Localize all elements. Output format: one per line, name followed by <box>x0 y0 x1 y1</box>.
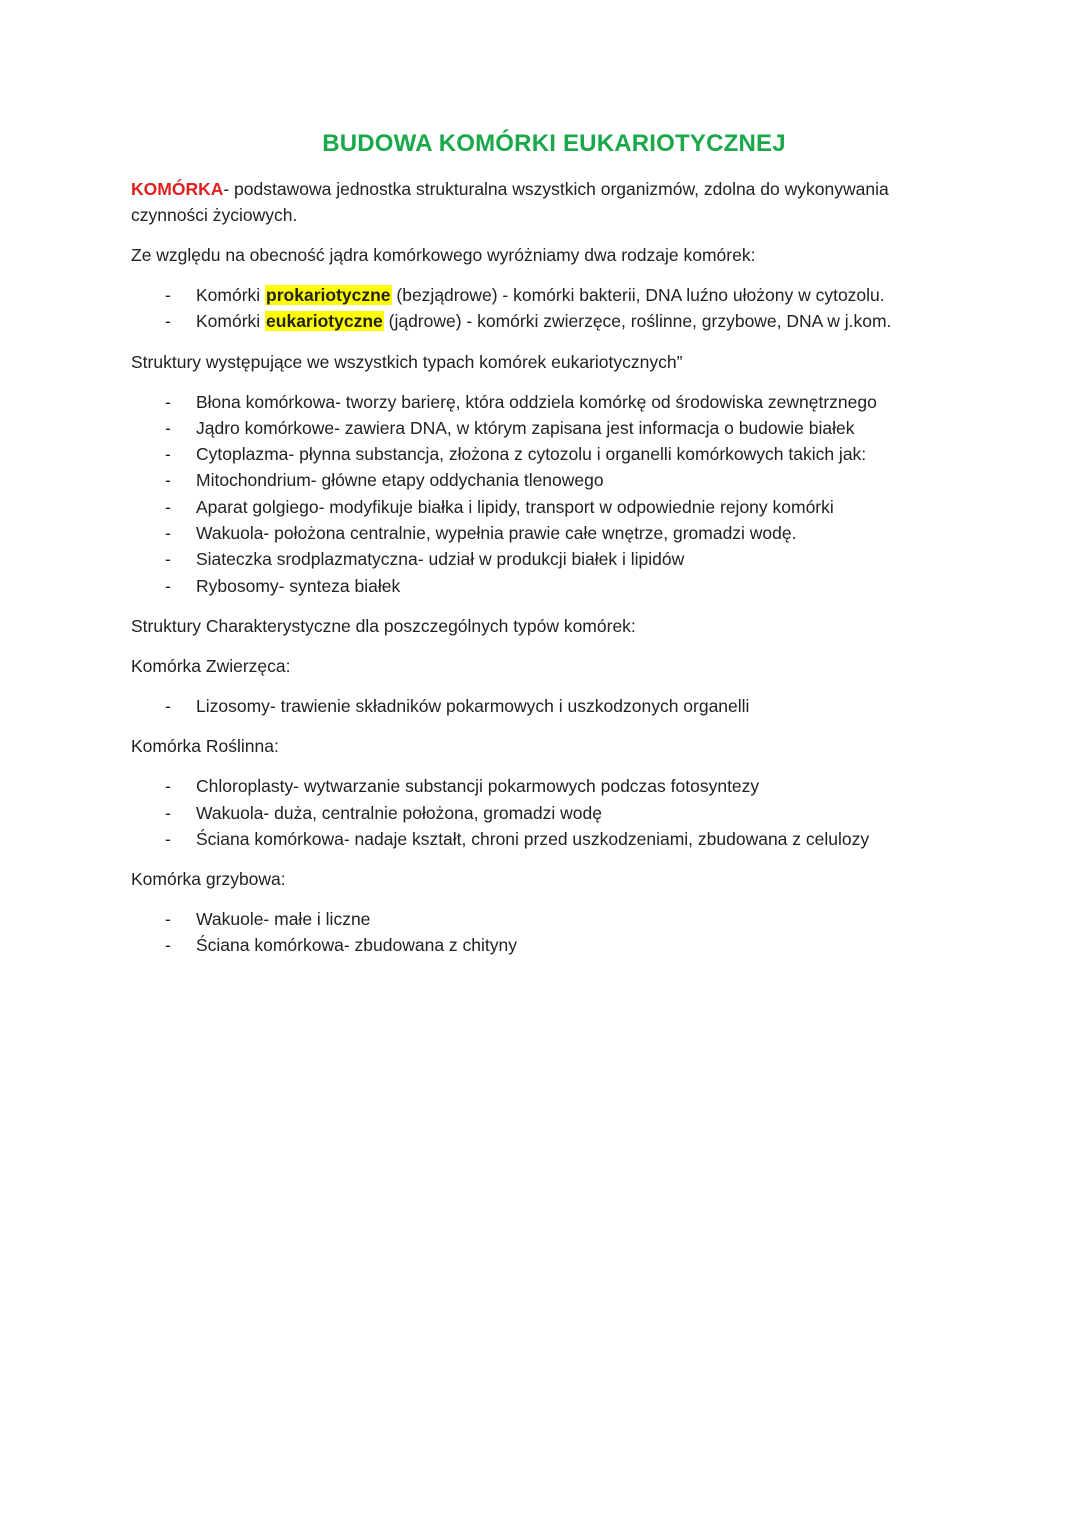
list-item <box>131 906 961 932</box>
document-content <box>131 130 961 959</box>
dash-marker: - <box>165 311 171 332</box>
cell-types-list <box>131 282 961 335</box>
intro-paragraph: Ze względu na obecność jądra komórkowego wyróżniamy dwa rodzaje komórek: <box>131 245 756 265</box>
item-text: (bezjądrowe) - komórki bakterii, DNA luźno ułożony w cytozolu. <box>391 285 885 305</box>
dash-marker: - <box>165 285 171 305</box>
common-structures-heading: Struktury występujące we wszystkich typach komórek eukariotycznych” <box>131 351 683 372</box>
list-item <box>131 693 961 719</box>
list-item <box>131 308 961 334</box>
dash-marker: - <box>165 935 171 956</box>
definition-paragraph <box>131 176 961 228</box>
item-text: Mitochondrium- główne etapy oddychania tlenowego <box>196 470 604 491</box>
dash-marker: - <box>165 802 171 823</box>
dash-marker: - <box>165 470 171 491</box>
page-title: BUDOWA KOMÓRKI EUKARIOTYCZNEJ <box>322 130 786 157</box>
dash-marker: - <box>165 391 171 412</box>
common-structures-list <box>131 389 961 599</box>
list-item <box>131 826 961 852</box>
list-item <box>131 773 961 799</box>
list-item <box>131 415 961 441</box>
list-item <box>131 932 961 958</box>
plant-cell-heading: Komórka Roślinna: <box>131 736 279 757</box>
list-item <box>131 520 961 546</box>
item-text: Aparat golgiego- modyfikuje białka i lipidy, transport w odpowiednie rejony komórki <box>196 496 834 517</box>
item-text: Wakuole- małe i liczne <box>196 909 371 930</box>
list-item <box>131 389 961 415</box>
fungal-cell-heading: Komórka grzybowa: <box>131 869 286 890</box>
specific-structures-heading: Struktury Charakterystyczne dla poszczególnych typów komórek: <box>131 615 636 636</box>
dash-marker: - <box>165 496 171 517</box>
dash-marker: - <box>165 776 171 797</box>
dash-marker: - <box>165 575 171 596</box>
animal-cell-heading: Komórka Zwierzęca: <box>131 655 291 676</box>
item-text: Rybosomy- synteza białek <box>196 575 401 596</box>
dash-marker: - <box>165 549 171 570</box>
list-item <box>131 282 961 308</box>
plant-cell-list <box>131 773 961 852</box>
item-text: Wakuola- duża, centralnie położona, gromadzi wodę <box>196 802 602 823</box>
highlighted-term: prokariotyczne <box>266 285 391 305</box>
item-text: (jądrowe) - komórki zwierzęce, roślinne, grzybowe, DNA w j.kom. <box>383 311 892 332</box>
item-text: Siateczka srodplazmatyczna- udział w produkcji białek i lipidów <box>196 549 685 570</box>
item-prefix: Komórki <box>196 285 266 305</box>
dash-marker: - <box>165 695 171 716</box>
definition-text: - podstawowa jednostka strukturalna wszystkich organizmów, zdolna do wykonywania czynności życiowych. <box>131 179 889 225</box>
list-item <box>131 573 961 599</box>
definition-term: KOMÓRKA <box>131 179 224 199</box>
item-text: Cytoplazma- płynna substancja, złożona z cytozolu i organelli komórkowych takich jak: <box>196 444 867 465</box>
item-text: Chloroplasty- wytwarzanie substancji pokarmowych podczas fotosyntezy <box>196 776 760 797</box>
dash-marker: - <box>165 417 171 438</box>
highlighted-term: eukariotyczne <box>266 311 383 332</box>
item-text: Błona komórkowa- tworzy barierę, która oddziela komórkę od środowiska zewnętrznego <box>196 391 877 412</box>
list-item <box>131 546 961 572</box>
item-prefix: Komórki <box>196 311 266 332</box>
dash-marker: - <box>165 828 171 849</box>
dash-marker: - <box>165 444 171 465</box>
animal-cell-list <box>131 693 961 719</box>
item-text: Lizosomy- trawienie składników pokarmowych i uszkodzonych organelli <box>196 695 750 716</box>
item-text: Wakuola- położona centralnie, wypełnia prawie całe wnętrze, gromadzi wodę. <box>196 523 797 544</box>
dash-marker: - <box>165 909 171 930</box>
fungal-cell-list <box>131 906 961 959</box>
item-text: Ściana komórkowa- zbudowana z chityny <box>196 935 517 956</box>
list-item <box>131 800 961 826</box>
item-text: Ściana komórkowa- nadaje kształt, chroni przed uszkodzeniami, zbudowana z celulozy <box>196 828 870 849</box>
list-item <box>131 441 961 467</box>
list-item <box>131 467 961 493</box>
item-text: Jądro komórkowe- zawiera DNA, w którym zapisana jest informacja o budowie białek <box>196 417 855 438</box>
list-item <box>131 494 961 520</box>
dash-marker: - <box>165 523 171 544</box>
